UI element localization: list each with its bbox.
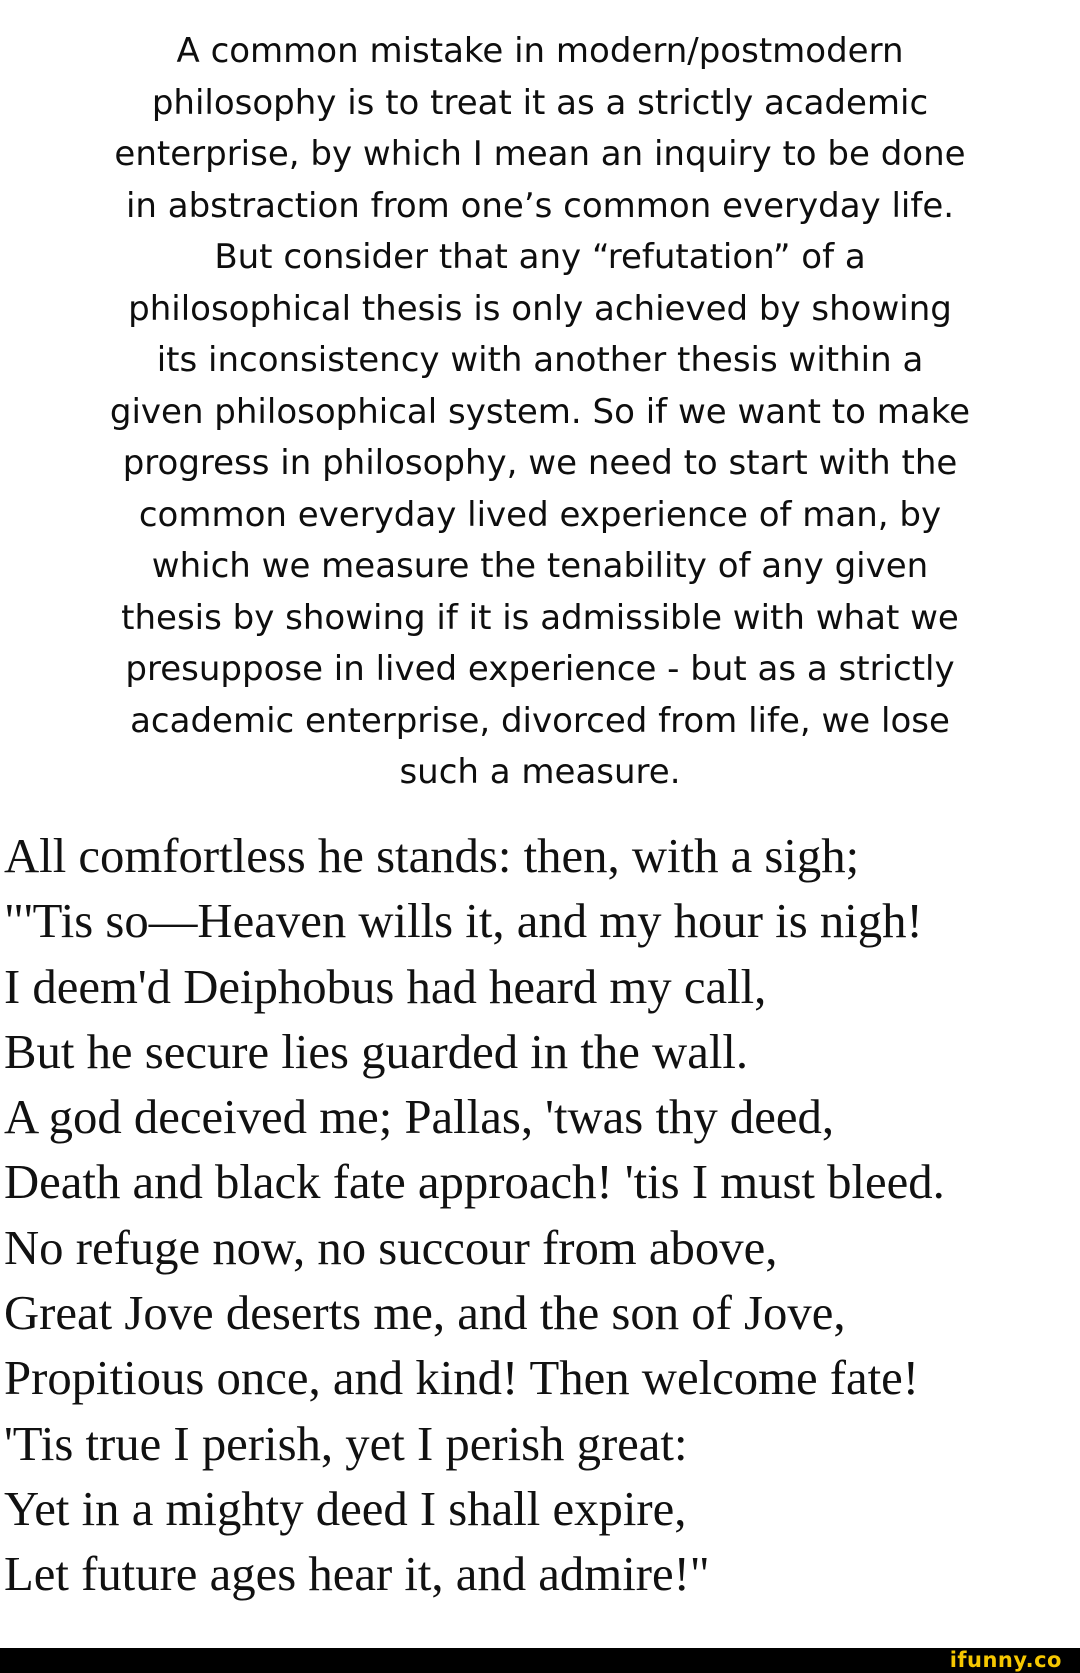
paragraph-line: But consider that any “refutation” of a [214, 237, 866, 277]
paragraph-line: enterprise, by which I mean an inquiry to be done [114, 134, 966, 174]
poem-line: Let future ages hear it, and admire!" [4, 1547, 710, 1602]
poem-line: A god deceived me; Pallas, 'twas thy deed, [4, 1090, 835, 1145]
poem-line: But he secure lies guarded in the wall. [4, 1024, 749, 1079]
paragraph-line: in abstraction from one’s common everyday life. [125, 185, 955, 226]
ifunny-watermark-logo: ifunny.co [949, 1648, 1062, 1672]
poem-line: Yet in a mighty deed I shall expire, [4, 1481, 687, 1536]
poem-line: Death and black fate approach! 'tis I must bleed. [4, 1155, 945, 1210]
poem-excerpt [4, 824, 1080, 1608]
paragraph-line: thesis by showing if it is admissible with what we [121, 597, 959, 638]
paragraph-line: such a measure. [399, 752, 681, 792]
paragraph-line: which we measure the tenability of any given [151, 546, 929, 586]
watermark-bar [0, 1648, 1080, 1673]
poem-line: No refuge now, no succour from above, [4, 1220, 778, 1275]
poem-line: I deem'd Deiphobus had heard my call, [4, 959, 767, 1014]
paragraph-line: philosophical thesis is only achieved by showing [128, 288, 952, 329]
poem-line: "'Tis so—Heaven wills it, and my hour is nigh! [4, 894, 923, 949]
paragraph-line: its inconsistency with another thesis within a [156, 340, 924, 380]
poem-line: Propitious once, and kind! Then welcome fate! [4, 1351, 920, 1406]
paragraph-line: philosophy is to treat it as a strictly academic [151, 82, 929, 123]
poem-line: Great Jove deserts me, and the son of Jove, [4, 1286, 846, 1341]
paragraph-line: academic enterprise, divorced from life, we lose [130, 700, 950, 741]
philosophy-paragraph [40, 26, 1040, 799]
poem-line: 'Tis true I perish, yet I perish great: [4, 1416, 688, 1471]
paragraph-line: common everyday lived experience of man, by [138, 494, 942, 535]
paragraph-line: A common mistake in modern/postmodern [176, 31, 904, 71]
poem-line: All comfortless he stands: then, with a sigh; [4, 829, 860, 883]
paragraph-line: progress in philosophy, we need to start with the [122, 443, 958, 483]
paragraph-line: given philosophical system. So if we want to make [109, 391, 971, 432]
paragraph-line: presuppose in lived experience - but as a strictly [125, 649, 955, 689]
